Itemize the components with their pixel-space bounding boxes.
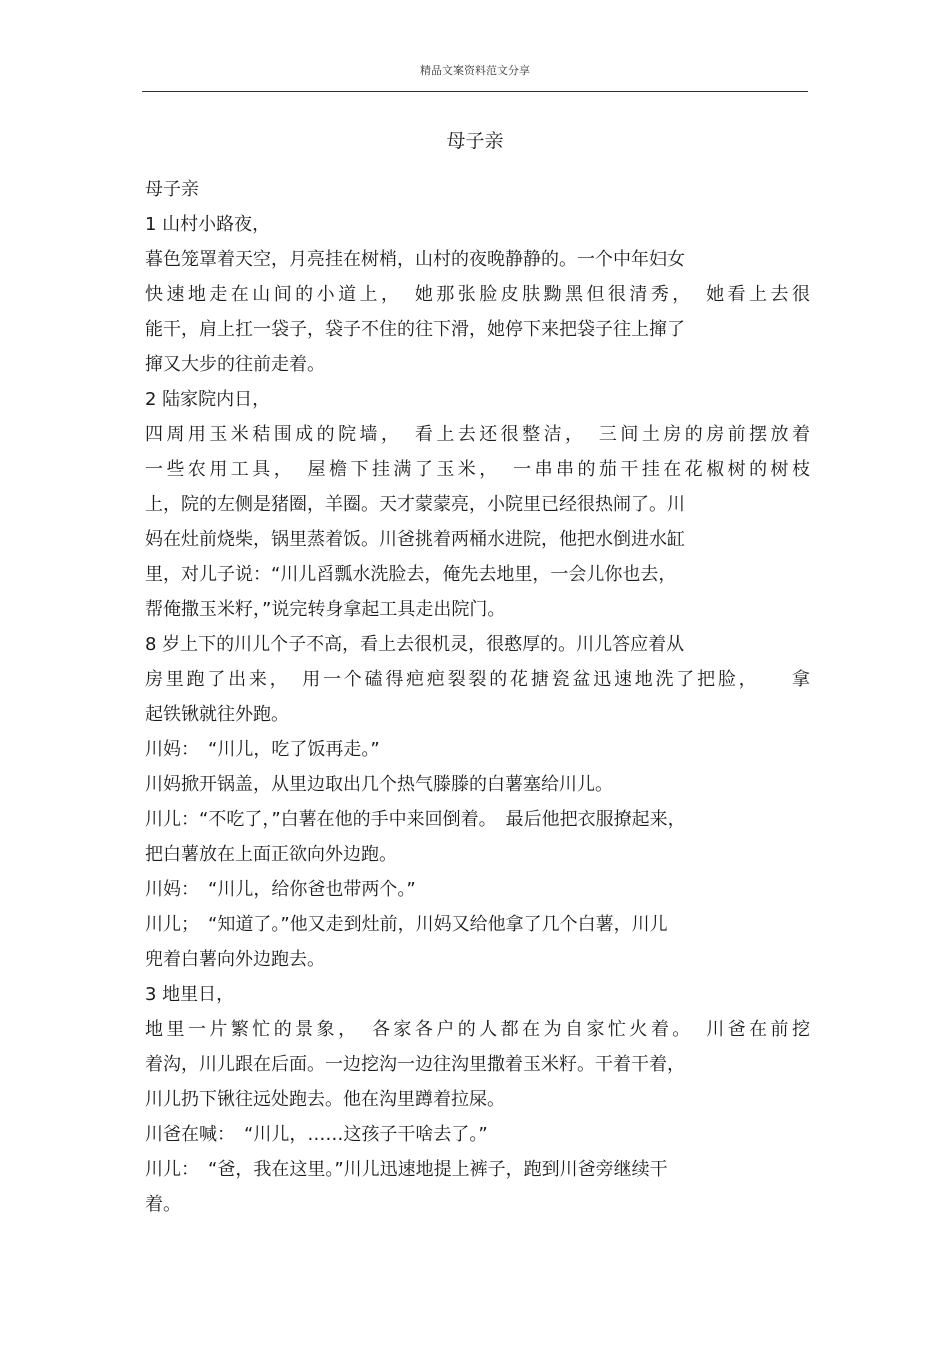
text-line: 川妈： “川儿，给你爸也带两个。”	[145, 879, 416, 900]
text-line: 母子亲	[145, 179, 199, 200]
text-line: 起铁锹就往外跑。	[145, 704, 289, 725]
header-divider	[142, 91, 808, 92]
text-line: 一些农用工具， 屋檐下挂满了玉米， 一串串的茄干挂在花椒树的树枝	[145, 459, 810, 480]
text-line: 川爸在喊： “川儿，……这孩子干啥去了。”	[145, 1124, 488, 1145]
running-header: 精品文案资料范文分享	[420, 64, 530, 77]
text-line: 房里跑了出来， 用一个磕得疤疤裂裂的花搪瓷盆迅速地洗了把脸， 拿	[145, 669, 810, 690]
text-line: 川妈： “川儿，吃了饭再走。”	[145, 739, 380, 760]
document-title: 母子亲	[446, 130, 504, 152]
text-line: 兜着白薯向外边跑去。	[145, 949, 325, 970]
text-line: 把白薯放在上面正欲向外边跑。	[145, 844, 397, 865]
text-line: 地里一片繁忙的景象， 各家各户的人都在为自家忙火着。 川爸在前挖	[145, 1019, 810, 1040]
text-line: 四周用玉米秸围成的院墙， 看上去还很整洁， 三间土房的房前摆放着	[145, 424, 810, 445]
text-line: 3 地里日，	[145, 984, 235, 1005]
text-line: 着。	[145, 1194, 181, 1215]
text-line: 川儿：“不吃了，”白薯在他的手中来回倒着。 最后他把衣服撩起来，	[145, 809, 686, 830]
text-line: 8 岁上下的川儿个子不高，看上去很机灵，很憨厚的。川儿答应着从	[145, 634, 685, 655]
text-line: 川儿； “知道了。”他又走到灶前，川妈又给他拿了几个白薯，川儿	[145, 914, 668, 935]
text-line: 帮俺撒玉米籽，”说完转身拿起工具走出院门。	[145, 599, 506, 620]
text-line: 上，院的左侧是猪圈，羊圈。天才蒙蒙亮，小院里已经很热闹了。川	[145, 494, 685, 515]
text-line: 1 山村小路夜，	[145, 214, 271, 235]
text-line: 川儿： “爸，我在这里。”川儿迅速地提上裤子，跑到川爸旁继续干	[145, 1159, 668, 1180]
text-line: 快速地走在山间的小道上， 她那张脸皮肤黝黑但很清秀， 她看上去很	[145, 284, 810, 305]
text-line: 川儿扔下锹往远处跑去。他在沟里蹲着拉屎。	[145, 1089, 505, 1110]
text-line: 川妈掀开锅盖，从里边取出几个热气滕滕的白薯塞给川儿。	[145, 774, 613, 795]
text-line: 着沟，川儿跟在后面。一边挖沟一边往沟里撒着玉米籽。干着干着，	[145, 1054, 685, 1075]
document-body	[145, 172, 810, 1222]
text-line: 2 陆家院内日，	[145, 389, 271, 410]
text-line: 妈在灶前烧柴，锅里蒸着饭。川爸挑着两桶水进院，他把水倒进水缸	[145, 529, 685, 550]
text-line: 撺又大步的往前走着。	[145, 354, 325, 375]
text-line: 里，对儿子说：“川儿舀瓢水洗脸去，俺先去地里，一会儿你也去，	[145, 564, 677, 585]
text-line: 能干，肩上扛一袋子，袋子不住的往下滑，她停下来把袋子往上撺了	[145, 319, 685, 340]
text-line: 暮色笼罩着天空，月亮挂在树梢，山村的夜晚静静的。一个中年妇女	[145, 249, 685, 270]
